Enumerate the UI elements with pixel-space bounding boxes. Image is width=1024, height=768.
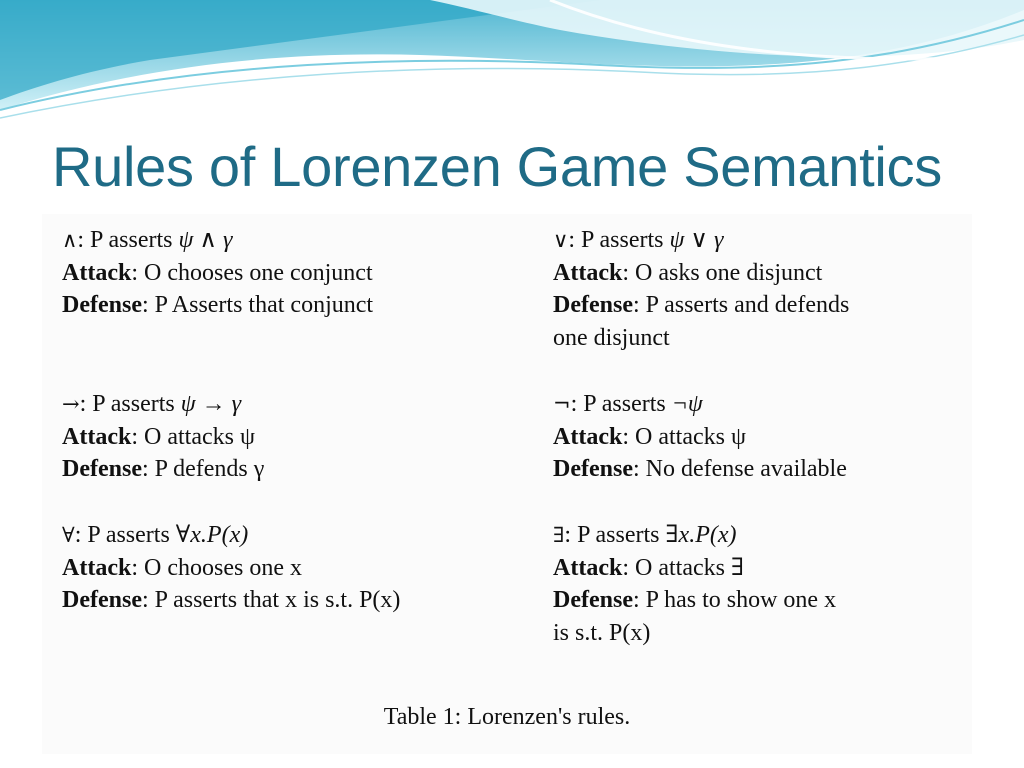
exists-symbol: ∃	[553, 523, 565, 547]
defense-line: Defense: P Asserts that conjunct	[62, 292, 374, 318]
defense-line: Defense: No defense available	[553, 456, 847, 482]
attack-line: Attack: O attacks ψ	[62, 423, 255, 450]
rule-cell-not	[553, 388, 847, 486]
formula: ψ ∧ γ	[178, 227, 233, 253]
formula: ¬ψ	[671, 391, 703, 417]
and-symbol: ∧	[62, 228, 78, 252]
rule-cell-exists	[553, 519, 836, 649]
attack-line: Attack: O asks one disjunct	[553, 259, 823, 286]
defense-continuation: is s.t. P(x)	[553, 619, 651, 646]
defense-line: Defense: P defends γ	[62, 456, 265, 482]
rule-cell-or	[553, 224, 849, 354]
attack-line: Attack: O chooses one x	[62, 554, 302, 581]
forall-symbol: ∀	[62, 523, 75, 547]
table-caption: Table 1: Lorenzen's rules.	[383, 704, 631, 730]
rule-header: ∀: P asserts ∀x.P(x)	[62, 522, 249, 548]
lorenzen-rules-table	[42, 214, 972, 754]
defense-line: Defense: P asserts and defends	[553, 292, 850, 318]
defense-line: Defense: P asserts that x is s.t. P(x)	[62, 587, 401, 613]
attack-line: Attack: O attacks ψ	[553, 423, 746, 450]
or-symbol: ∨	[553, 228, 569, 252]
decorative-wave-header	[0, 0, 1024, 130]
rule-header: ∨: P asserts ψ ∨ γ	[553, 227, 724, 253]
implies-symbol: →	[62, 392, 80, 416]
attack-line: Attack: O attacks ∃	[553, 554, 744, 581]
formula: ψ → γ	[180, 391, 242, 417]
rule-header: ∧: P asserts ψ ∧ γ	[62, 227, 233, 253]
formula: ψ ∨ γ	[669, 227, 724, 253]
formula: ∀x.P(x)	[175, 522, 249, 548]
rule-cell-implies	[62, 388, 264, 486]
attack-line: Attack: O chooses one conjunct	[62, 259, 373, 286]
defense-continuation: one disjunct	[553, 324, 670, 351]
formula: ∃x.P(x)	[665, 522, 737, 548]
rule-header: ¬: P asserts ¬ψ	[553, 391, 703, 417]
defense-line: Defense: P has to show one x	[553, 587, 837, 613]
slide-title: Rules of Lorenzen Game Semantics	[52, 135, 942, 198]
rule-cell-forall	[62, 519, 400, 617]
not-symbol: ¬	[553, 392, 571, 416]
rule-cell-and	[62, 224, 373, 322]
rule-header: →: P asserts ψ → γ	[62, 391, 242, 417]
rule-header: ∃: P asserts ∃x.P(x)	[553, 522, 737, 548]
